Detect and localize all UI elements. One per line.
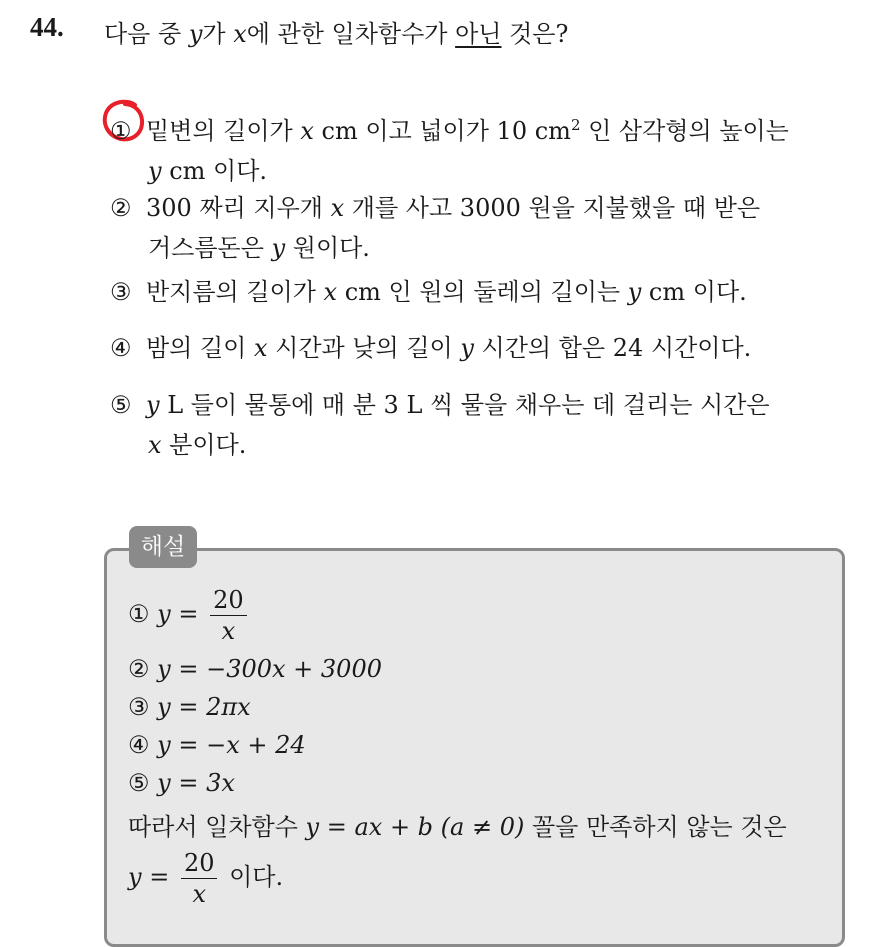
choice-4-symbol: ④ bbox=[110, 334, 132, 362]
solution-tag: 해설 bbox=[129, 526, 197, 568]
choice-5[interactable]: ⑤ y L 들이 물통에 매 분 3 L 씩 물을 채우는 데 걸리는 시간은 x 분이다. bbox=[110, 385, 770, 465]
solution-line-1: ① y = $\frac{20}{x}$ bbox=[128, 585, 251, 646]
choice-1[interactable]: ① 밑변의 길이가 x cm 이고 넓이가 10 $cm^2$ 인 삼각형의 높이는 y cm 이다. bbox=[110, 105, 789, 191]
solution-line-2: ② y = −300x + 3000 bbox=[128, 655, 382, 683]
solution-line-5: ⑤ y = 3x bbox=[128, 769, 235, 797]
solution-line-3: ③ y = 2πx bbox=[128, 693, 251, 721]
question-number: 44. bbox=[30, 12, 64, 42]
choice-2-symbol: ② bbox=[110, 194, 132, 222]
choice-3-symbol: ③ bbox=[110, 278, 132, 306]
fraction: $\frac{20}{x}$ bbox=[210, 585, 247, 646]
underlined-word: 아닌 bbox=[455, 20, 502, 48]
question-text: 다음 중 y가 x에 관한 일차함수가 아닌 것은? bbox=[104, 20, 569, 48]
solution-final: y = $\frac{20}{x}$ 이다. bbox=[128, 849, 284, 908]
choice-3[interactable]: ③ 반지름의 길이가 x cm 인 원의 둘레의 길이는 y cm 이다. bbox=[110, 272, 747, 312]
choice-2[interactable]: ② 300 짜리 지우개 x 개를 사고 3000 원을 지불했을 때 받은 거스름돈은 y 원이다. bbox=[110, 188, 760, 268]
solution-line-4: ④ y = −x + 24 bbox=[128, 731, 306, 759]
fraction: $\frac{20}{x}$ bbox=[181, 848, 218, 909]
choice-1-symbol: ① bbox=[110, 117, 132, 145]
solution-conclusion: 따라서 일차함수 y = ax + b (a ≠ 0) 꼴을 만족하지 않는 것은 bbox=[128, 813, 787, 841]
choice-5-symbol: ⑤ bbox=[110, 391, 132, 419]
choice-4[interactable]: ④ 밤의 길이 x 시간과 낮의 길이 y 시간의 합은 24 시간이다. bbox=[110, 328, 751, 368]
